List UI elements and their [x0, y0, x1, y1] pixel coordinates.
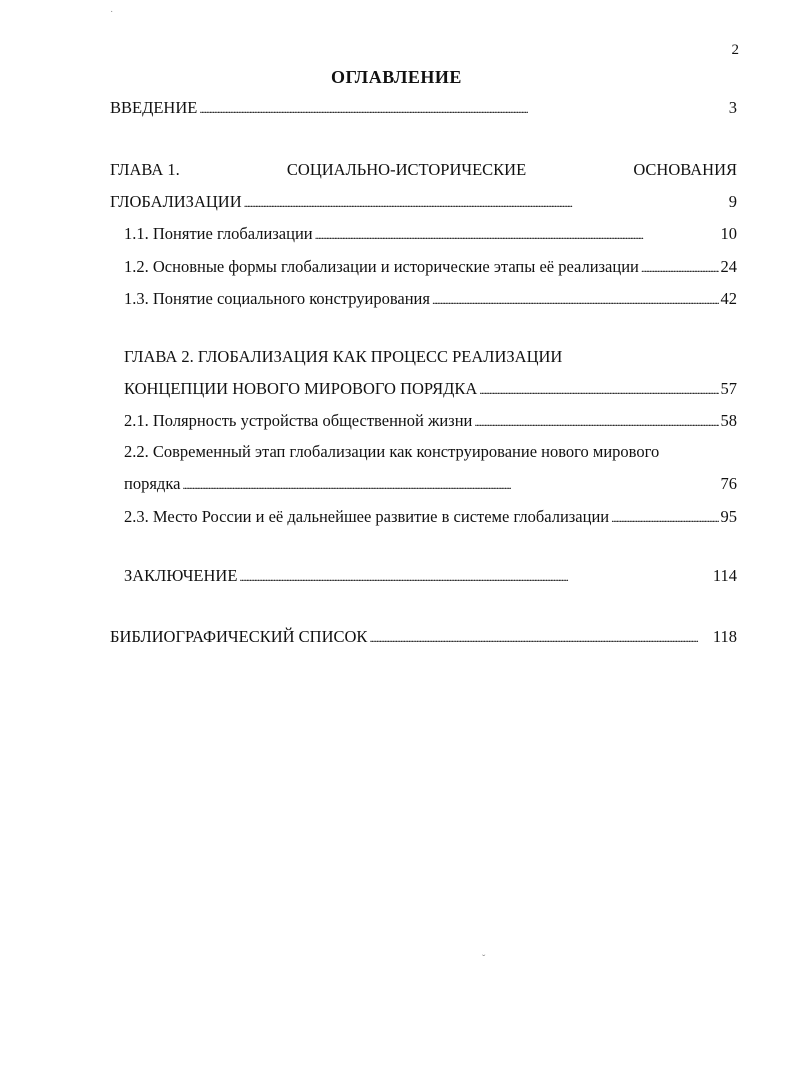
toc-entry-label: 1.1. Понятие глобализации [124, 224, 313, 243]
toc-entry-label: 1.2. Основные формы глобализации и исторические этапы её реализации [124, 257, 639, 276]
toc-section-1-2[interactable] [124, 255, 737, 279]
toc-entry-page: 10 [720, 224, 737, 243]
leader-dots [239, 564, 710, 589]
toc-entry-label: 2.1. Полярность устройства общественной жизни [124, 411, 473, 430]
toc-entry-label: ЗАКЛЮЧЕНИЕ [124, 566, 238, 585]
toc-entry-page: 3 [728, 98, 737, 117]
toc-section-1-3[interactable] [124, 287, 737, 311]
toc-entry-page: 58 [720, 411, 737, 430]
toc-section-1-1[interactable] [124, 222, 737, 246]
toc-entry-page: 57 [720, 379, 737, 398]
toc-entry-label: 1.3. Понятие социального конструирования [124, 289, 430, 308]
scan-dot-mark: ˙ [110, 10, 114, 21]
toc-entry-label: КОНЦЕПЦИИ НОВОГО МИРОВОГО ПОРЯДКА [124, 379, 478, 398]
leader-dots [479, 377, 718, 402]
toc-chapter2-heading-line2[interactable] [124, 377, 737, 401]
chapter1-word1: ГЛАВА 1. [110, 160, 180, 179]
leader-dots [182, 472, 718, 497]
toc-entry-page: 76 [720, 474, 737, 493]
toc-title: ОГЛАВЛЕНИЕ [331, 67, 462, 87]
toc-entry-label: ВВЕДЕНИЕ [110, 98, 198, 117]
toc-entry-page: 95 [720, 507, 737, 526]
leader-dots [474, 409, 718, 434]
toc-entry-page: 24 [720, 257, 737, 276]
toc-entry-conclusion[interactable] [124, 564, 737, 588]
toc-section-2-3[interactable] [124, 505, 737, 529]
toc-entry-label: ГЛОБАЛИЗАЦИИ [110, 192, 242, 211]
leader-dots [611, 505, 718, 530]
toc-entry-label: БИБЛИОГРАФИЧЕСКИЙ СПИСОК [110, 627, 368, 646]
toc-entry-page: 114 [712, 566, 737, 585]
toc-chapter1-heading-line1[interactable] [110, 158, 737, 182]
leader-dots [315, 222, 719, 247]
scan-mark-bottom: ˇ [482, 954, 486, 965]
leader-dots [369, 625, 710, 650]
toc-entry-page: 9 [728, 192, 737, 211]
leader-dots [641, 255, 719, 280]
chapter1-word3: ОСНОВАНИЯ [633, 160, 737, 179]
toc-entry-page: 118 [712, 627, 737, 646]
toc-entry-label: 2.3. Место России и её дальнейшее развитие в системе глобализации [124, 507, 610, 526]
chapter1-word2: СОЦИАЛЬНО-ИСТОРИЧЕСКИЕ [286, 160, 527, 179]
toc-entry-bibliography[interactable] [110, 625, 737, 649]
leader-dots [199, 96, 726, 121]
toc-section-2-1[interactable] [124, 409, 737, 433]
toc-entry-intro[interactable] [110, 96, 737, 120]
toc-entry-label: порядка [124, 474, 181, 493]
leader-dots [432, 287, 719, 312]
toc-entry-page: 42 [720, 289, 737, 308]
toc-section-2-2-line1[interactable]: 2.2. Современный этап глобализации как конструирование нового мирового [124, 442, 660, 461]
page-number: 2 [731, 42, 739, 58]
toc-section-2-2-line2[interactable] [124, 472, 737, 496]
toc-chapter1-heading-line2[interactable] [110, 190, 737, 214]
toc-chapter2-heading-line1[interactable]: ГЛАВА 2. ГЛОБАЛИЗАЦИЯ КАК ПРОЦЕСС РЕАЛИЗАЦИИ [124, 347, 563, 366]
leader-dots [244, 190, 727, 215]
